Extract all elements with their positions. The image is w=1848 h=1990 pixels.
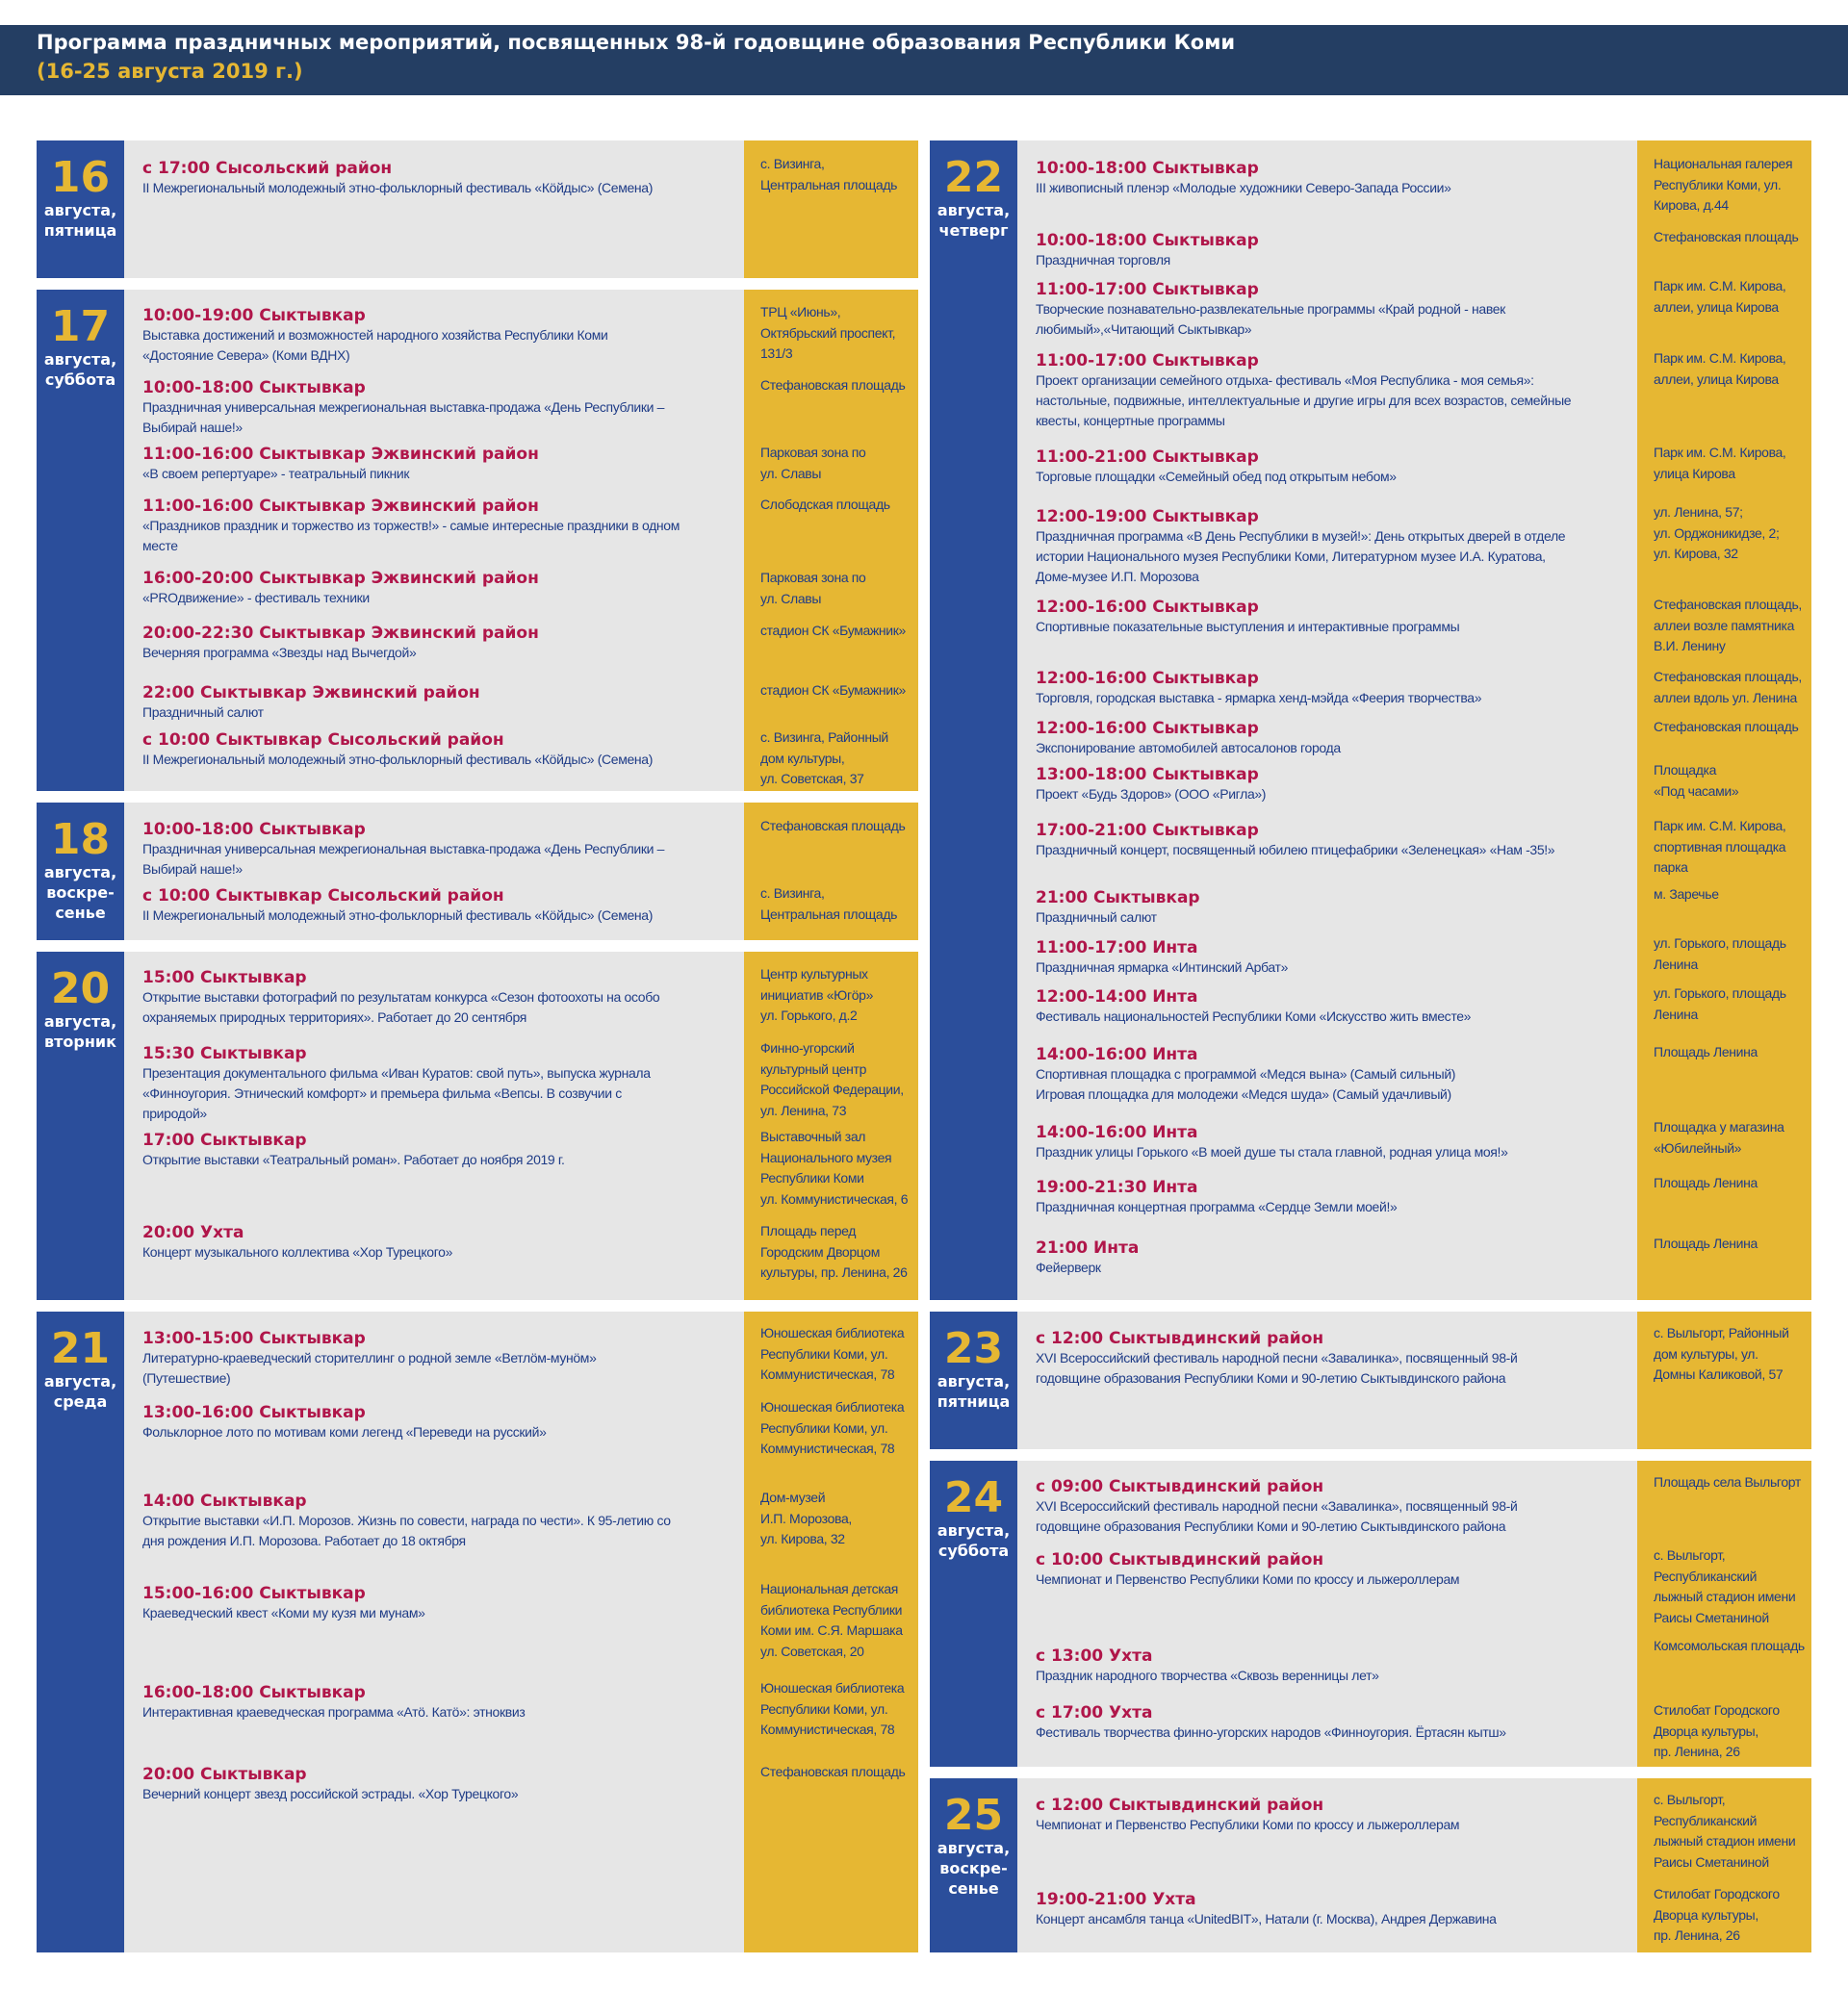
day-block <box>37 952 918 1300</box>
event-description: II Межрегиональный молодежный этно-фольклорный фестиваль «Кöйдыс» (Семена) <box>142 907 654 923</box>
event-item <box>1036 447 1575 487</box>
event-time: 12:00-16:00 Сыктывкар <box>1036 598 1259 617</box>
day-date <box>930 1778 1017 1952</box>
event-description: Открытие выставки фотографий по результатам конкурса «Сезон фотоохоты на особо охраняемых природных территориях». Работает до 20 сентября <box>142 989 660 1025</box>
event-place: с. Визинга, Центральная площадь <box>760 156 898 192</box>
event-time: 11:00-21:00 Сыктывкар <box>1036 447 1259 467</box>
event-item <box>142 968 681 1028</box>
event-item <box>142 820 681 880</box>
event-time: 11:00-16:00 Сыктывкар Эжвинский район <box>142 497 539 516</box>
event-description: Открытие выставки «Театральный роман». Работает до ноября 2019 г. <box>142 1152 565 1167</box>
event-time: 12:00-16:00 Сыктывкар <box>1036 669 1259 688</box>
event-description: XVI Всероссийский фестиваль народной песни «Завалинка», посвященный 98-й годовщине образования Республики Коми и 90-летию Сыктывдинского района <box>1036 1350 1518 1386</box>
event-description: Фестиваль творчества финно-угорских народов «Финноугория. Ёртасян кытш» <box>1036 1724 1506 1740</box>
event-time: 11:00-16:00 Сыктывкар Эжвинский район <box>142 445 539 464</box>
event-place: Площадь перед Городским Дворцом культуры, пр. Ленина, 26 <box>760 1223 908 1280</box>
event-description: Экспонирование автомобилей автосалонов города <box>1036 740 1341 755</box>
event-description: II Межрегиональный молодежный этно-фольклорный фестиваль «Кöйдыс» (Семена) <box>142 180 654 195</box>
event-item <box>1036 507 1575 587</box>
event-item <box>1036 231 1575 270</box>
event-time: 12:00-16:00 Сыктывкар <box>1036 719 1259 738</box>
event-time: 20:00 Сыктывкар <box>142 1765 307 1784</box>
event-item <box>1036 598 1575 637</box>
event-description: Фейерверк <box>1036 1260 1101 1275</box>
page-subtitle: (16-25 августа 2019 г.) <box>37 60 303 83</box>
event-description: III живописный пленэр «Молодые художники Северо-Запада России» <box>1036 180 1451 195</box>
event-time: 13:00-16:00 Сыктывкар <box>142 1403 366 1422</box>
event-place: Стефановская площадь <box>760 377 906 393</box>
day-number: 23 <box>943 1324 1004 1373</box>
event-item <box>1036 280 1575 340</box>
event-place: Выставочный зал Национального музея Республики Коми ул. Коммунистическая, 6 <box>760 1129 909 1207</box>
event-item <box>1036 1477 1575 1537</box>
event-place: Парк им. С.М. Кирова, улица Кирова <box>1654 445 1786 481</box>
event-place: стадион СК «Бумажник» <box>760 682 906 698</box>
event-description: Проект «Будь Здоров» (ООО «Ригла») <box>1036 786 1267 802</box>
event-item <box>142 1765 681 1804</box>
event-place: Центр культурных инициатив «Югöр» ул. Горького, д.2 <box>760 966 874 1023</box>
event-place: Национальная галерея Республики Коми, ул. Кирова, д.44 <box>1654 156 1793 213</box>
event-item <box>142 569 681 608</box>
event-time: 11:00-17:00 Сыктывкар <box>1036 351 1259 370</box>
event-item <box>1036 1238 1575 1278</box>
event-place: м. Заречье <box>1654 886 1719 902</box>
event-place: Площадь села Выльгорт <box>1654 1474 1801 1490</box>
event-description: Открытие выставки «И.П. Морозов. Жизнь по совести, награда по чести». К 95-летию со дня рождения И.П. Морозова. Работает до 18 октября <box>142 1513 671 1548</box>
event-time: с 09:00 Сыктывдинский район <box>1036 1477 1324 1496</box>
event-description: XVI Всероссийский фестиваль народной песни «Завалинка», посвященный 98-й годовщине образования Республики Коми и 90-летию Сыктывдинского района <box>1036 1498 1518 1534</box>
event-description: Праздничная универсальная межрегиональная выставка-продажа «День Республики – Выбирай наше!» <box>142 841 665 877</box>
event-description: Концерт ансамбля танца «UnitedBIT», Натали (г. Москва), Андрея Державина <box>1036 1911 1497 1926</box>
event-description: Праздничная ярмарка «Интинский Арбат» <box>1036 959 1289 975</box>
day-block <box>37 140 918 278</box>
event-description: Праздничный салют <box>142 704 264 720</box>
event-item <box>1036 1796 1575 1835</box>
event-place: Стилобат Городского Дворца культуры, пр. Ленина, 26 <box>1654 1702 1780 1759</box>
day-number: 22 <box>943 153 1004 202</box>
event-place: Парк им. С.М. Кирова, спортивная площадка парка <box>1654 818 1786 875</box>
event-time: 14:00-16:00 Инта <box>1036 1123 1198 1142</box>
event-time: 17:00-21:00 Сыктывкар <box>1036 821 1259 840</box>
day-label: августа, суббота <box>937 1521 1011 1560</box>
event-place: Дом-музей И.П. Морозова, ул. Кирова, 32 <box>760 1490 852 1546</box>
day-block <box>930 1778 1811 1952</box>
event-time: 14:00-16:00 Инта <box>1036 1045 1198 1064</box>
event-place: Стефановская площадь <box>1654 719 1799 734</box>
event-description: Праздничная универсальная межрегиональная выставка-продажа «День Республики – Выбирай наше!» <box>142 399 665 435</box>
event-item <box>1036 1703 1575 1743</box>
event-description: Спортивные показательные выступления и интерактивные программы <box>1036 619 1460 634</box>
event-item <box>1036 351 1575 431</box>
event-description: Праздник улицы Горького «В моей душе ты стала главной, родная улица моя!» <box>1036 1144 1508 1160</box>
event-time: с 17:00 Ухта <box>1036 1703 1153 1722</box>
event-description: Концерт музыкального коллектива «Хор Турецкого» <box>142 1244 453 1260</box>
event-item <box>142 1403 681 1442</box>
day-date <box>930 1312 1017 1449</box>
event-item <box>142 624 681 663</box>
event-time: 12:00-14:00 Инта <box>1036 987 1198 1007</box>
event-item <box>142 445 681 484</box>
event-item <box>1036 1550 1575 1590</box>
event-time: 15:00-16:00 Сыктывкар <box>142 1584 366 1603</box>
event-description: Праздничная программа «В День Республики в музей!»: День открытых дверей в отделе истории Национального музея Республики Коми, Литературном музее И.А. Куратова, Доме-музее И.П. Морозова <box>1036 528 1566 584</box>
event-place: Парк им. С.М. Кирова, аллеи, улица Кирова <box>1654 278 1786 315</box>
event-description: Чемпионат и Первенство Республики Коми по кроссу и лыжероллерам <box>1036 1817 1460 1832</box>
event-place: Юношеская библиотека Республики Коми, ул. Коммунистическая, 78 <box>760 1680 905 1737</box>
event-description: Чемпионат и Первенство Республики Коми по кроссу и лыжероллерам <box>1036 1571 1460 1587</box>
event-place: ул. Горького, площадь Ленина <box>1654 985 1786 1022</box>
event-item <box>142 1223 681 1263</box>
event-place: с. Визинга, Районный дом культуры, ул. Советская, 37 <box>760 729 888 786</box>
event-item <box>1036 159 1575 198</box>
event-item <box>142 1683 681 1722</box>
event-place: Парковая зона по ул. Славы <box>760 445 866 481</box>
day-label: августа, четверг <box>937 201 1011 240</box>
event-description: Проект организации семейного отдыха- фестиваль «Моя Республика - моя семья»: настольные, подвижные, интеллектуальные и другие игры для всех возрастов, семейные квесты, концертные программы <box>1036 372 1572 428</box>
event-item <box>142 730 681 770</box>
event-place: с. Выльгорт, Республиканский лыжный стадион имени Раисы Сметаниной <box>1654 1547 1796 1625</box>
event-description: Праздничная концертная программа «Сердце Земли моей!» <box>1036 1199 1398 1214</box>
event-time: 10:00-18:00 Сыктывкар <box>142 378 366 397</box>
day-block <box>930 1312 1811 1449</box>
day-date <box>37 290 124 791</box>
event-time: с 17:00 Сысольский район <box>142 159 393 178</box>
event-time: с 10:00 Сыктывдинский район <box>1036 1550 1324 1569</box>
event-item <box>1036 1178 1575 1217</box>
day-label: августа, суббота <box>43 350 117 389</box>
event-time: 21:00 Инта <box>1036 1238 1140 1258</box>
event-item <box>142 1584 681 1623</box>
event-time: 11:00-17:00 Сыктывкар <box>1036 280 1259 299</box>
event-place: Финно-угорский культурный центр Российской Федерации, ул. Ленина, 73 <box>760 1040 904 1118</box>
event-place: Стилобат Городского Дворца культуры, пр. Ленина, 26 <box>1654 1886 1780 1943</box>
event-description: Торговля, городская выставка - ярмарка хенд-мэйда «Феерия творчества» <box>1036 690 1482 705</box>
event-item <box>1036 719 1575 758</box>
event-place: Комсомольская площадь <box>1654 1638 1805 1653</box>
event-description: Праздничный концерт, посвященный юбилею птицефабрики «Зеленецкая» «Нам -35!» <box>1036 842 1555 857</box>
event-description: Творческие познавательно-развлекательные программы «Край родной - навек любимый»,«Читающий Сыктывкар» <box>1036 301 1505 337</box>
event-place: ул. Горького, площадь Ленина <box>1654 935 1786 972</box>
event-time: 15:30 Сыктывкар <box>142 1044 307 1063</box>
event-item <box>142 306 681 366</box>
day-label: августа, пятница <box>937 1372 1011 1411</box>
event-place: Площадь Ленина <box>1654 1236 1758 1251</box>
event-description: Краеведческий квест «Коми му кузя ми мунам» <box>142 1605 425 1620</box>
event-place: Стефановская площадь <box>1654 229 1799 244</box>
day-number: 17 <box>50 302 111 351</box>
event-time: 20:00 Ухта <box>142 1223 244 1242</box>
event-description: Вечерний концерт звезд российской эстрады. «Хор Турецкого» <box>142 1786 519 1801</box>
event-description: Праздник народного творчества «Сквозь веренницы лет» <box>1036 1668 1379 1683</box>
day-block <box>37 290 918 791</box>
event-item <box>1036 1329 1575 1389</box>
event-item <box>142 497 681 556</box>
event-item <box>1036 888 1575 928</box>
event-time: 12:00-19:00 Сыктывкар <box>1036 507 1259 526</box>
event-place: Площадка «Под часами» <box>1654 762 1739 799</box>
event-description: «В своем репертуаре» - театральный пикник <box>142 466 410 481</box>
event-time: 10:00-18:00 Сыктывкар <box>1036 159 1259 178</box>
event-time: 10:00-18:00 Сыктывкар <box>142 820 366 839</box>
event-place: Юношеская библиотека Республики Коми, ул. Коммунистическая, 78 <box>760 1399 905 1456</box>
day-block <box>930 1461 1811 1767</box>
event-time: с 12:00 Сыктывдинский район <box>1036 1329 1324 1348</box>
day-number: 25 <box>943 1791 1004 1840</box>
event-time: с 13:00 Ухта <box>1036 1646 1153 1666</box>
event-item <box>142 1329 681 1389</box>
event-description: Вечерняя программа «Звезды над Вычегдой» <box>142 645 417 660</box>
event-time: 16:00-18:00 Сыктывкар <box>142 1683 366 1702</box>
event-place: Юношеская библиотека Республики Коми, ул. Коммунистическая, 78 <box>760 1325 905 1382</box>
event-item <box>142 683 681 723</box>
event-place: Площадь Ленина <box>1654 1044 1758 1059</box>
event-place: ТРЦ «Июнь», Октябрьский проспект, 131/3 <box>760 304 896 361</box>
event-place: ул. Ленина, 57; ул. Орджоникидзе, 2; ул. Кирова, 32 <box>1654 504 1780 561</box>
event-description: Фольклорное лото по мотивам коми легенд «Переведи на русский» <box>142 1424 547 1440</box>
event-place: с. Визинга, Центральная площадь <box>760 885 898 922</box>
event-item <box>1036 1123 1575 1162</box>
event-place: Стефановская площадь, аллеи возле памятника В.И. Ленину <box>1654 597 1802 653</box>
event-description: «PROдвижение» - фестиваль техники <box>142 590 370 605</box>
event-place: Стефановская площадь <box>760 1764 906 1779</box>
event-description: Спортивная площадка с программой «Медся вына» (Самый сильный) Игровая площадка для молодежи «Медся шуда» (Самый удачливый) <box>1036 1066 1456 1102</box>
day-label: августа, воскре- сенье <box>43 863 117 922</box>
day-date <box>37 140 124 278</box>
event-description: «Праздников праздник и торжество из торжеств!» - самые интересные праздники в одном месте <box>142 518 680 553</box>
event-description: Литературно-краеведческий сторителлинг о родной земле «Ветлöм-мунöм» (Путешествие) <box>142 1350 597 1386</box>
event-description: Фестиваль национальностей Республики Коми «Искусство жить вместе» <box>1036 1008 1472 1024</box>
event-time: 13:00-15:00 Сыктывкар <box>142 1329 366 1348</box>
event-time: 19:00-21:00 Ухта <box>1036 1890 1196 1909</box>
event-item <box>1036 1890 1575 1929</box>
day-label: августа, вторник <box>43 1012 117 1051</box>
event-description: Праздничная торговля <box>1036 252 1170 268</box>
event-item <box>142 1044 681 1124</box>
event-place: Парковая зона по ул. Славы <box>760 570 866 606</box>
event-item <box>1036 1646 1575 1686</box>
day-number: 18 <box>50 815 111 864</box>
day-number: 21 <box>50 1324 111 1373</box>
day-block <box>37 803 918 940</box>
day-date <box>37 1312 124 1952</box>
day-number: 24 <box>943 1473 1004 1522</box>
event-time: 15:00 Сыктывкар <box>142 968 307 987</box>
day-number: 20 <box>50 964 111 1013</box>
day-date <box>37 952 124 1300</box>
day-block <box>930 140 1811 1300</box>
event-time: 16:00-20:00 Сыктывкар Эжвинский район <box>142 569 539 588</box>
event-place: Площадка у магазина «Юбилейный» <box>1654 1119 1784 1156</box>
event-item <box>1036 987 1575 1027</box>
event-place: Площадь Ленина <box>1654 1175 1758 1190</box>
event-place: Парк им. С.М. Кирова, аллеи, улица Кирова <box>1654 350 1786 387</box>
event-description: Выставка достижений и возможностей народного хозяйства Республики Коми «Достояние Севера» (Коми ВДНХ) <box>142 327 608 363</box>
day-number: 16 <box>50 153 111 202</box>
day-block <box>37 1312 918 1952</box>
event-item <box>1036 765 1575 804</box>
event-description: Торговые площадки «Семейный обед под открытым небом» <box>1036 469 1397 484</box>
place-column <box>744 290 918 791</box>
event-time: 22:00 Сыктывкар Эжвинский район <box>142 683 480 702</box>
day-date <box>37 803 124 940</box>
event-description: Презентация документального фильма «Иван Куратов: свой путь», выпуска журнала «Финноугория. Этнический комфорт» и премьера фильма «Вепсы. В созвучии с природой» <box>142 1065 651 1121</box>
event-place: с. Выльгорт, Районный дом культуры, ул. Домны Каликовой, 57 <box>1654 1325 1789 1382</box>
page-title: Программа праздничных мероприятий, посвященных 98-й годовщине образования Республики Коми <box>37 31 1236 54</box>
event-place: Стефановская площадь <box>760 818 906 833</box>
event-time: 21:00 Сыктывкар <box>1036 888 1200 907</box>
event-description: II Межрегиональный молодежный этно-фольклорный фестиваль «Кöйдыс» (Семена) <box>142 752 654 767</box>
event-time: 20:00-22:30 Сыктывкар Эжвинский район <box>142 624 539 643</box>
event-place: Слободская площадь <box>760 497 890 512</box>
event-place: с. Выльгорт, Республиканский лыжный стадион имени Раисы Сметаниной <box>1654 1792 1796 1870</box>
event-place: Национальная детская библиотека Республики Коми им. С.Я. Маршака ул. Советская, 20 <box>760 1581 903 1659</box>
event-time: с 10:00 Сыктывкар Сысольский район <box>142 886 504 906</box>
event-description: Интерактивная краеведческая программа «Атö. Катö»: этноквиз <box>142 1704 526 1720</box>
event-item <box>1036 669 1575 708</box>
event-time: 11:00-17:00 Инта <box>1036 938 1198 957</box>
event-place: стадион СК «Бумажник» <box>760 623 906 638</box>
page-header <box>0 25 1848 95</box>
event-time: 14:00 Сыктывкар <box>142 1492 307 1511</box>
event-time: 13:00-18:00 Сыктывкар <box>1036 765 1259 784</box>
event-item <box>1036 821 1575 860</box>
event-item <box>142 1131 681 1170</box>
event-item <box>142 378 681 438</box>
event-item <box>142 886 681 926</box>
day-label: августа, пятница <box>43 201 117 240</box>
event-time: с 10:00 Сыктывкар Сысольский район <box>142 730 504 750</box>
day-date <box>930 1461 1017 1767</box>
event-place: Стефановская площадь, аллеи вдоль ул. Ленина <box>1654 669 1802 705</box>
event-time: 19:00-21:30 Инта <box>1036 1178 1198 1197</box>
day-label: августа, среда <box>43 1372 117 1411</box>
day-label: августа, воскре- сенье <box>937 1839 1011 1898</box>
event-time: 10:00-18:00 Сыктывкар <box>1036 231 1259 250</box>
event-time: с 12:00 Сыктывдинский район <box>1036 1796 1324 1815</box>
event-item <box>1036 1045 1575 1105</box>
day-date <box>930 140 1017 1300</box>
event-item <box>142 1492 681 1551</box>
event-item <box>1036 938 1575 978</box>
event-item <box>142 159 681 198</box>
event-time: 10:00-19:00 Сыктывкар <box>142 306 366 325</box>
event-time: 17:00 Сыктывкар <box>142 1131 307 1150</box>
event-description: Праздничный салют <box>1036 909 1157 925</box>
